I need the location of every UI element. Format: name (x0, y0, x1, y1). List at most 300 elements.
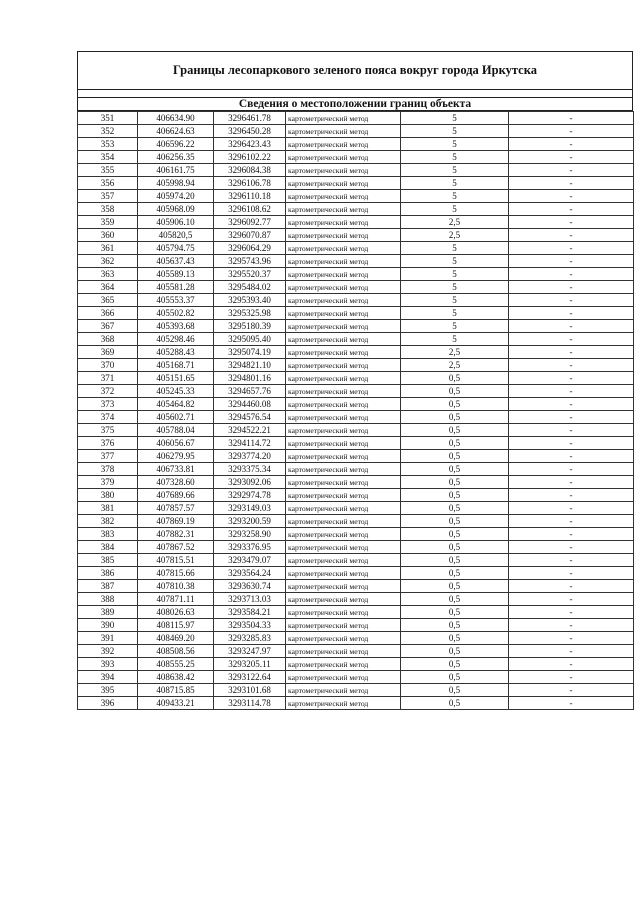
note-cell: - (509, 138, 634, 151)
table-row (78, 333, 634, 346)
table-row (78, 242, 634, 255)
y-coordinate-cell: 3295325.98 (214, 307, 286, 320)
table-row (78, 320, 634, 333)
point-number-cell: 395 (78, 684, 138, 697)
accuracy-cell: 0,5 (401, 645, 509, 658)
x-coordinate-cell: 405820,5 (138, 229, 214, 242)
y-coordinate-cell: 3294801.16 (214, 372, 286, 385)
method-cell: картометрический метод (286, 372, 401, 385)
table-row (78, 359, 634, 372)
table-row (78, 619, 634, 632)
method-cell: картометрический метод (286, 320, 401, 333)
note-cell: - (509, 424, 634, 437)
accuracy-cell: 2,5 (401, 216, 509, 229)
point-number-cell: 393 (78, 658, 138, 671)
note-cell: - (509, 697, 634, 710)
y-coordinate-cell: 3293122.64 (214, 671, 286, 684)
accuracy-cell: 5 (401, 151, 509, 164)
point-number-cell: 374 (78, 411, 138, 424)
x-coordinate-cell: 405464.82 (138, 398, 214, 411)
table-row (78, 229, 634, 242)
x-coordinate-cell: 406624.63 (138, 125, 214, 138)
table-row (78, 502, 634, 515)
y-coordinate-cell: 3293247.97 (214, 645, 286, 658)
table-row (78, 281, 634, 294)
table-row (78, 411, 634, 424)
y-coordinate-cell: 3293479.07 (214, 554, 286, 567)
method-cell: картометрический метод (286, 437, 401, 450)
y-coordinate-cell: 3293564.24 (214, 567, 286, 580)
method-cell: картометрический метод (286, 190, 401, 203)
method-cell: картометрический метод (286, 151, 401, 164)
note-cell: - (509, 190, 634, 203)
x-coordinate-cell: 408555.25 (138, 658, 214, 671)
table-row (78, 541, 634, 554)
point-number-cell: 356 (78, 177, 138, 190)
x-coordinate-cell: 407871.11 (138, 593, 214, 606)
accuracy-cell: 0,5 (401, 632, 509, 645)
point-number-cell: 376 (78, 437, 138, 450)
y-coordinate-cell: 3296106.78 (214, 177, 286, 190)
table-row (78, 632, 634, 645)
method-cell: картометрический метод (286, 177, 401, 190)
y-coordinate-cell: 3293713.03 (214, 593, 286, 606)
point-number-cell: 382 (78, 515, 138, 528)
point-number-cell: 386 (78, 567, 138, 580)
method-cell: картометрический метод (286, 450, 401, 463)
note-cell: - (509, 476, 634, 489)
table-row (78, 255, 634, 268)
y-coordinate-cell: 3296070.87 (214, 229, 286, 242)
x-coordinate-cell: 406256.35 (138, 151, 214, 164)
note-cell: - (509, 684, 634, 697)
x-coordinate-cell: 407857.57 (138, 502, 214, 515)
table-row (78, 476, 634, 489)
accuracy-cell: 0,5 (401, 372, 509, 385)
point-number-cell: 352 (78, 125, 138, 138)
note-cell: - (509, 281, 634, 294)
accuracy-cell: 5 (401, 294, 509, 307)
note-cell: - (509, 593, 634, 606)
table-row (78, 658, 634, 671)
method-cell: картометрический метод (286, 515, 401, 528)
y-coordinate-cell: 3293504.33 (214, 619, 286, 632)
y-coordinate-cell: 3294657.76 (214, 385, 286, 398)
x-coordinate-cell: 405288.43 (138, 346, 214, 359)
x-coordinate-cell: 406596.22 (138, 138, 214, 151)
note-cell: - (509, 203, 634, 216)
note-cell: - (509, 463, 634, 476)
note-cell: - (509, 567, 634, 580)
accuracy-cell: 2,5 (401, 346, 509, 359)
x-coordinate-cell: 406634.90 (138, 112, 214, 125)
y-coordinate-cell: 3293092.06 (214, 476, 286, 489)
table-row (78, 151, 634, 164)
note-cell: - (509, 307, 634, 320)
method-cell: картометрический метод (286, 255, 401, 268)
accuracy-cell: 0,5 (401, 476, 509, 489)
y-coordinate-cell: 3296084.38 (214, 164, 286, 177)
accuracy-cell: 0,5 (401, 580, 509, 593)
table-row (78, 177, 634, 190)
method-cell: картометрический метод (286, 242, 401, 255)
accuracy-cell: 0,5 (401, 398, 509, 411)
y-coordinate-cell: 3294821.10 (214, 359, 286, 372)
note-cell: - (509, 515, 634, 528)
y-coordinate-cell: 3296110.18 (214, 190, 286, 203)
note-cell: - (509, 112, 634, 125)
accuracy-cell: 0,5 (401, 489, 509, 502)
method-cell: картометрический метод (286, 476, 401, 489)
table-row (78, 463, 634, 476)
point-number-cell: 378 (78, 463, 138, 476)
point-number-cell: 358 (78, 203, 138, 216)
note-cell: - (509, 125, 634, 138)
point-number-cell: 385 (78, 554, 138, 567)
accuracy-cell: 0,5 (401, 671, 509, 684)
coordinates-table-body (78, 112, 634, 710)
table-row (78, 216, 634, 229)
point-number-cell: 364 (78, 281, 138, 294)
table-row (78, 489, 634, 502)
x-coordinate-cell: 407869.19 (138, 515, 214, 528)
point-number-cell: 373 (78, 398, 138, 411)
note-cell: - (509, 398, 634, 411)
x-coordinate-cell: 405502.82 (138, 307, 214, 320)
accuracy-cell: 5 (401, 268, 509, 281)
accuracy-cell: 0,5 (401, 515, 509, 528)
accuracy-cell: 5 (401, 164, 509, 177)
note-cell: - (509, 411, 634, 424)
accuracy-cell: 0,5 (401, 593, 509, 606)
x-coordinate-cell: 408638.42 (138, 671, 214, 684)
table-row (78, 554, 634, 567)
accuracy-cell: 0,5 (401, 528, 509, 541)
y-coordinate-cell: 3294114.72 (214, 437, 286, 450)
y-coordinate-cell: 3292974.78 (214, 489, 286, 502)
accuracy-cell: 0,5 (401, 567, 509, 580)
point-number-cell: 359 (78, 216, 138, 229)
x-coordinate-cell: 407689.66 (138, 489, 214, 502)
method-cell: картометрический метод (286, 424, 401, 437)
method-cell: картометрический метод (286, 489, 401, 502)
table-row (78, 567, 634, 580)
y-coordinate-cell: 3296461.78 (214, 112, 286, 125)
y-coordinate-cell: 3296102.22 (214, 151, 286, 164)
y-coordinate-cell: 3295095.40 (214, 333, 286, 346)
point-number-cell: 370 (78, 359, 138, 372)
coordinates-table (77, 111, 634, 710)
method-cell: картометрический метод (286, 554, 401, 567)
y-coordinate-cell: 3293200.59 (214, 515, 286, 528)
note-cell: - (509, 450, 634, 463)
y-coordinate-cell: 3296092.77 (214, 216, 286, 229)
y-coordinate-cell: 3293205.11 (214, 658, 286, 671)
table-row (78, 437, 634, 450)
point-number-cell: 380 (78, 489, 138, 502)
method-cell: картометрический метод (286, 619, 401, 632)
note-cell: - (509, 606, 634, 619)
point-number-cell: 392 (78, 645, 138, 658)
x-coordinate-cell: 407810.38 (138, 580, 214, 593)
note-cell: - (509, 333, 634, 346)
table-row (78, 372, 634, 385)
x-coordinate-cell: 405168.71 (138, 359, 214, 372)
point-number-cell: 354 (78, 151, 138, 164)
point-number-cell: 365 (78, 294, 138, 307)
table-row (78, 645, 634, 658)
note-cell: - (509, 385, 634, 398)
y-coordinate-cell: 3293149.03 (214, 502, 286, 515)
table-row (78, 190, 634, 203)
point-number-cell: 394 (78, 671, 138, 684)
accuracy-cell: 0,5 (401, 606, 509, 619)
accuracy-cell: 5 (401, 307, 509, 320)
method-cell: картометрический метод (286, 294, 401, 307)
note-cell: - (509, 229, 634, 242)
note-cell: - (509, 216, 634, 229)
note-cell: - (509, 619, 634, 632)
y-coordinate-cell: 3295743.96 (214, 255, 286, 268)
x-coordinate-cell: 405393.68 (138, 320, 214, 333)
y-coordinate-cell: 3293774.20 (214, 450, 286, 463)
point-number-cell: 396 (78, 697, 138, 710)
point-number-cell: 366 (78, 307, 138, 320)
note-cell: - (509, 671, 634, 684)
accuracy-cell: 5 (401, 203, 509, 216)
accuracy-cell: 0,5 (401, 658, 509, 671)
table-row (78, 424, 634, 437)
x-coordinate-cell: 407815.66 (138, 567, 214, 580)
method-cell: картометрический метод (286, 216, 401, 229)
x-coordinate-cell: 408508.56 (138, 645, 214, 658)
x-coordinate-cell: 409433.21 (138, 697, 214, 710)
x-coordinate-cell: 405581.28 (138, 281, 214, 294)
method-cell: картометрический метод (286, 411, 401, 424)
accuracy-cell: 5 (401, 125, 509, 138)
y-coordinate-cell: 3293375.34 (214, 463, 286, 476)
method-cell: картометрический метод (286, 112, 401, 125)
x-coordinate-cell: 406056.67 (138, 437, 214, 450)
table-row (78, 268, 634, 281)
y-coordinate-cell: 3293101.68 (214, 684, 286, 697)
y-coordinate-cell: 3295393.40 (214, 294, 286, 307)
accuracy-cell: 0,5 (401, 411, 509, 424)
note-cell: - (509, 541, 634, 554)
accuracy-cell: 0,5 (401, 463, 509, 476)
x-coordinate-cell: 405974.20 (138, 190, 214, 203)
table-row (78, 398, 634, 411)
x-coordinate-cell: 407815.51 (138, 554, 214, 567)
point-number-cell: 351 (78, 112, 138, 125)
x-coordinate-cell: 405589.13 (138, 268, 214, 281)
method-cell: картометрический метод (286, 398, 401, 411)
point-number-cell: 355 (78, 164, 138, 177)
y-coordinate-cell: 3293114.78 (214, 697, 286, 710)
x-coordinate-cell: 406733.81 (138, 463, 214, 476)
note-cell: - (509, 359, 634, 372)
accuracy-cell: 5 (401, 190, 509, 203)
x-coordinate-cell: 405151.65 (138, 372, 214, 385)
y-coordinate-cell: 3293584.21 (214, 606, 286, 619)
point-number-cell: 379 (78, 476, 138, 489)
accuracy-cell: 5 (401, 281, 509, 294)
x-coordinate-cell: 408469.20 (138, 632, 214, 645)
y-coordinate-cell: 3293285.83 (214, 632, 286, 645)
note-cell: - (509, 528, 634, 541)
table-row (78, 294, 634, 307)
document-header (77, 51, 633, 112)
accuracy-cell: 2,5 (401, 359, 509, 372)
point-number-cell: 384 (78, 541, 138, 554)
y-coordinate-cell: 3294522.21 (214, 424, 286, 437)
y-coordinate-cell: 3295520.37 (214, 268, 286, 281)
note-cell: - (509, 268, 634, 281)
accuracy-cell: 5 (401, 112, 509, 125)
table-row (78, 450, 634, 463)
method-cell: картометрический метод (286, 164, 401, 177)
method-cell: картометрический метод (286, 359, 401, 372)
header-divider (78, 90, 632, 98)
accuracy-cell: 5 (401, 242, 509, 255)
point-number-cell: 375 (78, 424, 138, 437)
point-number-cell: 353 (78, 138, 138, 151)
method-cell: картометрический метод (286, 307, 401, 320)
x-coordinate-cell: 407328.60 (138, 476, 214, 489)
x-coordinate-cell: 407882.31 (138, 528, 214, 541)
table-row (78, 164, 634, 177)
method-cell: картометрический метод (286, 593, 401, 606)
accuracy-cell: 2,5 (401, 229, 509, 242)
table-row (78, 385, 634, 398)
y-coordinate-cell: 3295074.19 (214, 346, 286, 359)
x-coordinate-cell: 407867.52 (138, 541, 214, 554)
y-coordinate-cell: 3296064.29 (214, 242, 286, 255)
table-row (78, 580, 634, 593)
accuracy-cell: 0,5 (401, 697, 509, 710)
method-cell: картометрический метод (286, 138, 401, 151)
note-cell: - (509, 554, 634, 567)
x-coordinate-cell: 406161.75 (138, 164, 214, 177)
note-cell: - (509, 151, 634, 164)
y-coordinate-cell: 3296423.43 (214, 138, 286, 151)
method-cell: картометрический метод (286, 333, 401, 346)
accuracy-cell: 0,5 (401, 502, 509, 515)
x-coordinate-cell: 408715.85 (138, 684, 214, 697)
method-cell: картометрический метод (286, 463, 401, 476)
method-cell: картометрический метод (286, 281, 401, 294)
point-number-cell: 388 (78, 593, 138, 606)
point-number-cell: 387 (78, 580, 138, 593)
method-cell: картометрический метод (286, 502, 401, 515)
x-coordinate-cell: 405245.33 (138, 385, 214, 398)
method-cell: картометрический метод (286, 632, 401, 645)
point-number-cell: 357 (78, 190, 138, 203)
point-number-cell: 383 (78, 528, 138, 541)
accuracy-cell: 0,5 (401, 424, 509, 437)
y-coordinate-cell: 3295484.02 (214, 281, 286, 294)
method-cell: картометрический метод (286, 580, 401, 593)
y-coordinate-cell: 3296108.62 (214, 203, 286, 216)
method-cell: картометрический метод (286, 645, 401, 658)
x-coordinate-cell: 405968.09 (138, 203, 214, 216)
method-cell: картометрический метод (286, 684, 401, 697)
note-cell: - (509, 658, 634, 671)
x-coordinate-cell: 405788.04 (138, 424, 214, 437)
note-cell: - (509, 489, 634, 502)
method-cell: картометрический метод (286, 203, 401, 216)
accuracy-cell: 0,5 (401, 450, 509, 463)
point-number-cell: 361 (78, 242, 138, 255)
document-title: Границы лесопаркового зеленого пояса вокруг города Иркутска (78, 52, 632, 90)
y-coordinate-cell: 3293630.74 (214, 580, 286, 593)
accuracy-cell: 0,5 (401, 554, 509, 567)
method-cell: картометрический метод (286, 567, 401, 580)
table-row (78, 528, 634, 541)
point-number-cell: 363 (78, 268, 138, 281)
note-cell: - (509, 320, 634, 333)
accuracy-cell: 5 (401, 255, 509, 268)
point-number-cell: 367 (78, 320, 138, 333)
table-row (78, 515, 634, 528)
table-row (78, 606, 634, 619)
y-coordinate-cell: 3293376.95 (214, 541, 286, 554)
x-coordinate-cell: 405794.75 (138, 242, 214, 255)
y-coordinate-cell: 3293258.90 (214, 528, 286, 541)
point-number-cell: 390 (78, 619, 138, 632)
accuracy-cell: 5 (401, 138, 509, 151)
section-heading: Сведения о местоположении границ объекта (78, 98, 632, 111)
point-number-cell: 391 (78, 632, 138, 645)
x-coordinate-cell: 408115.97 (138, 619, 214, 632)
y-coordinate-cell: 3294460.08 (214, 398, 286, 411)
method-cell: картометрический метод (286, 229, 401, 242)
x-coordinate-cell: 406279.95 (138, 450, 214, 463)
table-row (78, 684, 634, 697)
x-coordinate-cell: 405602.71 (138, 411, 214, 424)
note-cell: - (509, 294, 634, 307)
point-number-cell: 372 (78, 385, 138, 398)
y-coordinate-cell: 3296450.28 (214, 125, 286, 138)
table-row (78, 671, 634, 684)
table-row (78, 138, 634, 151)
method-cell: картометрический метод (286, 697, 401, 710)
method-cell: картометрический метод (286, 671, 401, 684)
point-number-cell: 369 (78, 346, 138, 359)
accuracy-cell: 0,5 (401, 684, 509, 697)
accuracy-cell: 0,5 (401, 541, 509, 554)
method-cell: картометрический метод (286, 268, 401, 281)
note-cell: - (509, 645, 634, 658)
x-coordinate-cell: 405298.46 (138, 333, 214, 346)
x-coordinate-cell: 408026.63 (138, 606, 214, 619)
note-cell: - (509, 346, 634, 359)
note-cell: - (509, 502, 634, 515)
x-coordinate-cell: 405637.43 (138, 255, 214, 268)
table-row (78, 346, 634, 359)
accuracy-cell: 0,5 (401, 619, 509, 632)
table-row (78, 203, 634, 216)
method-cell: картометрический метод (286, 125, 401, 138)
method-cell: картометрический метод (286, 606, 401, 619)
point-number-cell: 360 (78, 229, 138, 242)
point-number-cell: 371 (78, 372, 138, 385)
point-number-cell: 389 (78, 606, 138, 619)
point-number-cell: 381 (78, 502, 138, 515)
y-coordinate-cell: 3295180.39 (214, 320, 286, 333)
note-cell: - (509, 255, 634, 268)
x-coordinate-cell: 405553.37 (138, 294, 214, 307)
